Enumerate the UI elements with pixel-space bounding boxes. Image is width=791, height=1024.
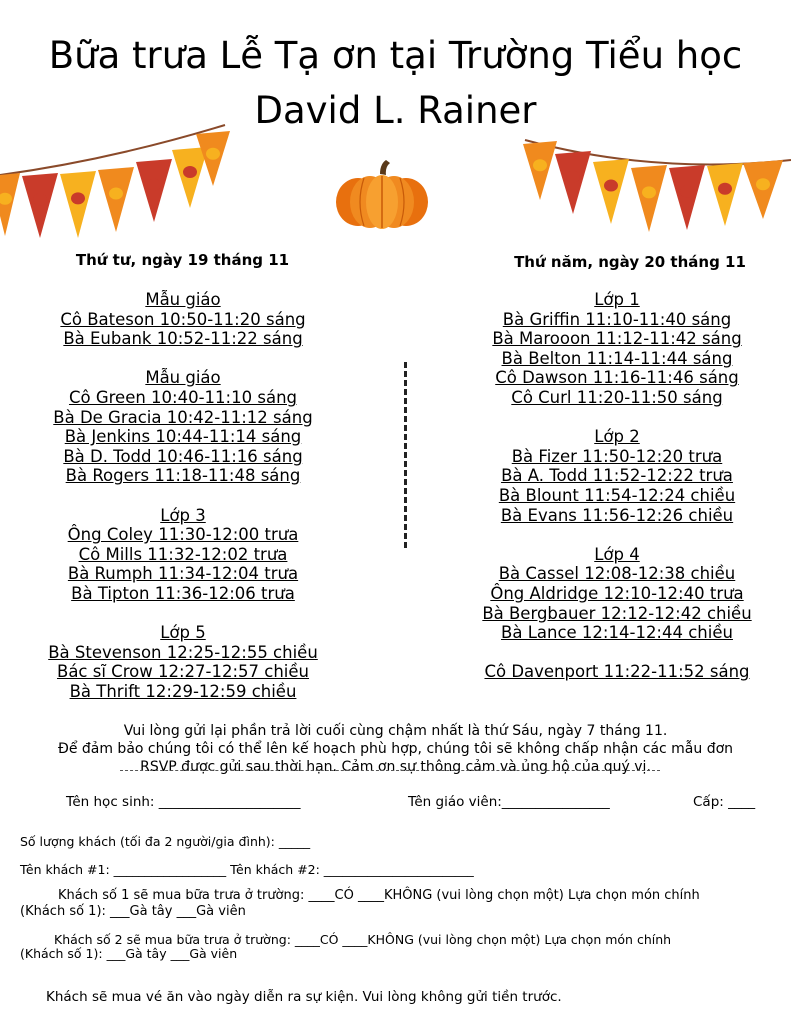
schedule-line: Bà De Gracia 10:42-11:12 sáng bbox=[53, 407, 313, 427]
thursday-heading: Thứ năm, ngày 20 tháng 11 bbox=[514, 253, 746, 271]
schedule-gap bbox=[18, 486, 348, 506]
schedule-line: Bà Griffin 11:10-11:40 sáng bbox=[502, 309, 732, 329]
schedule-line: Bà Evans 11:56-12:26 chiều bbox=[500, 505, 734, 525]
bunting-left-decoration bbox=[0, 120, 250, 250]
column-divider bbox=[404, 362, 407, 548]
schedule-line: Bà Rogers 11:18-11:48 sáng bbox=[65, 466, 301, 486]
schedule-line: Bà Jenkins 10:44-11:14 sáng bbox=[64, 427, 302, 447]
schedule-line: Bác sĩ Crow 12:27-12:57 chiều bbox=[57, 662, 309, 682]
schedule-line: Lớp 2 bbox=[594, 427, 640, 447]
guest-names-field: Tên khách #1: __________________ Tên khách #2: ________________________ bbox=[20, 862, 474, 877]
schedule-line: Cô Dawson 11:16-11:46 sáng bbox=[495, 368, 739, 388]
thursday-schedule bbox=[462, 290, 772, 682]
title-line-2: David L. Rainer bbox=[254, 89, 537, 132]
pennant-pumpkin-icon bbox=[756, 178, 770, 190]
student-name-field: Tên học sinh: _____________________ bbox=[66, 794, 301, 810]
guest2-lunch-line-2: (Khách số 1): ___Gà tây ___Gà viên bbox=[20, 946, 238, 961]
pennant-pumpkin-icon bbox=[566, 171, 580, 183]
schedule-line: Bà D. Todd 10:46-11:16 sáng bbox=[63, 446, 303, 466]
schedule-line: Bà Bergbauer 12:12-12:42 chiều bbox=[482, 603, 752, 623]
schedule-line: Bà Blount 11:54-12:24 chiều bbox=[498, 485, 736, 505]
schedule-gap bbox=[18, 349, 348, 369]
notice-line-2: Để đảm bảo chúng tôi có thể lên kế hoạch phù hợp, chúng tôi sẽ không chấp nhận các mẫu đơn bbox=[57, 741, 734, 757]
schedule-line: Cô Davenport 11:22-11:52 sáng bbox=[484, 662, 750, 682]
pennant-flag bbox=[60, 171, 96, 238]
pennant-pumpkin-icon bbox=[147, 179, 161, 191]
pennant-pumpkin-icon bbox=[33, 194, 47, 206]
schedule-line: Lớp 3 bbox=[160, 505, 206, 525]
schedule-line: Ông Aldridge 12:10-12:40 trưa bbox=[490, 583, 744, 603]
pennant-pumpkin-icon bbox=[680, 186, 694, 198]
schedule-gap bbox=[462, 408, 772, 428]
schedule-line: Mẫu giáo bbox=[145, 290, 221, 309]
schedule-gap bbox=[18, 604, 348, 624]
schedule-line: Bà Thrift 12:29-12:59 chiều bbox=[69, 681, 297, 701]
schedule-line: Bà Eubank 10:52-11:22 sáng bbox=[63, 329, 303, 349]
schedule-line: Cô Green 10:40-11:10 sáng bbox=[68, 387, 297, 407]
pennant-pumpkin-icon bbox=[206, 148, 220, 160]
pennant-flag bbox=[631, 165, 667, 232]
guest1-lunch-line-1: Khách số 1 sẽ mua bữa trưa ở trường: ____CÓ ____KHÔNG (vui lòng chọn một) Lựa chọn món chính bbox=[58, 888, 700, 903]
footer-note: Khách sẽ mua vé ăn vào ngày diễn ra sự kiện. Vui lòng không gửi tiền trước. bbox=[46, 989, 562, 1005]
pennant-pumpkin-icon bbox=[642, 186, 656, 198]
pennant-pumpkin-icon bbox=[109, 188, 123, 200]
guest-count-field: Số lượng khách (tối đa 2 người/gia đình): _____ bbox=[20, 834, 311, 849]
schedule-line: Bà Belton 11:14-11:44 sáng bbox=[501, 348, 733, 368]
schedule-gap bbox=[462, 525, 772, 545]
pennant-pumpkin-icon bbox=[183, 166, 197, 178]
schedule-gap bbox=[462, 643, 772, 663]
guest1-lunch-line-2: (Khách số 1): ___Gà tây ___Gà viên bbox=[20, 904, 246, 919]
schedule-line: Bà A. Todd 11:52-12:22 trưa bbox=[501, 466, 733, 486]
title-line-1: Bữa trưa Lễ Tạ ơn tại Trường Tiểu học bbox=[48, 34, 743, 77]
grade-field: Cấp: ____ bbox=[693, 794, 756, 810]
guest2-lunch-line-1: Khách số 2 sẽ mua bữa trưa ở trường: ____CÓ ____KHÔNG (vui lòng chọn một) Lựa chọn món chính bbox=[54, 932, 672, 947]
schedule-line: Bà Lance 12:14-12:44 chiều bbox=[501, 623, 733, 643]
schedule-line: Ông Coley 11:30-12:00 trưa bbox=[67, 525, 299, 545]
bunting-right-decoration bbox=[515, 130, 791, 260]
cut-line bbox=[120, 770, 660, 771]
schedule-line: Bà Fizer 11:50-12:20 trưa bbox=[511, 446, 723, 466]
schedule-line: Bà Rumph 11:34-12:04 trưa bbox=[67, 564, 299, 584]
pennant-pumpkin-icon bbox=[533, 159, 547, 171]
schedule-line: Cô Mills 11:32-12:02 trưa bbox=[78, 544, 288, 564]
teacher-name-field: Tên giáo viên:________________ bbox=[408, 794, 610, 810]
schedule-line: Lớp 5 bbox=[160, 623, 206, 643]
wednesday-schedule bbox=[18, 290, 348, 701]
schedule-line: Bà Stevenson 12:25-12:55 chiều bbox=[48, 642, 318, 662]
pennant-pumpkin-icon bbox=[71, 192, 85, 204]
schedule-line: Mẫu giáo bbox=[145, 368, 221, 388]
schedule-line: Lớp 1 bbox=[594, 290, 640, 309]
pennant-pumpkin-icon bbox=[718, 183, 732, 195]
notice-line-1: Vui lòng gửi lại phần trả lời cuối cùng chậm nhất là thứ Sáu, ngày 7 tháng 11. bbox=[123, 723, 668, 739]
schedule-line: Bà Tipton 11:36-12:06 trưa bbox=[71, 583, 295, 603]
pennant-pumpkin-icon bbox=[604, 180, 618, 192]
schedule-line: Cô Curl 11:20-11:50 sáng bbox=[511, 387, 723, 407]
schedule-line: Bà Marooon 11:12-11:42 sáng bbox=[492, 329, 742, 349]
schedule-line: Lớp 4 bbox=[594, 544, 640, 564]
schedule-line: Cô Bateson 10:50-11:20 sáng bbox=[60, 309, 306, 329]
pumpkin-icon bbox=[334, 158, 430, 230]
notice-line-3: RSVP được gửi sau thời hạn. Cảm ơn sự thông cảm và ủng hộ của quý vị. bbox=[140, 759, 651, 775]
schedule-line: Bà Cassel 12:08-12:38 chiều bbox=[498, 564, 736, 584]
rsvp-notice bbox=[14, 722, 777, 776]
wednesday-heading: Thứ tư, ngày 19 tháng 11 bbox=[75, 251, 290, 269]
